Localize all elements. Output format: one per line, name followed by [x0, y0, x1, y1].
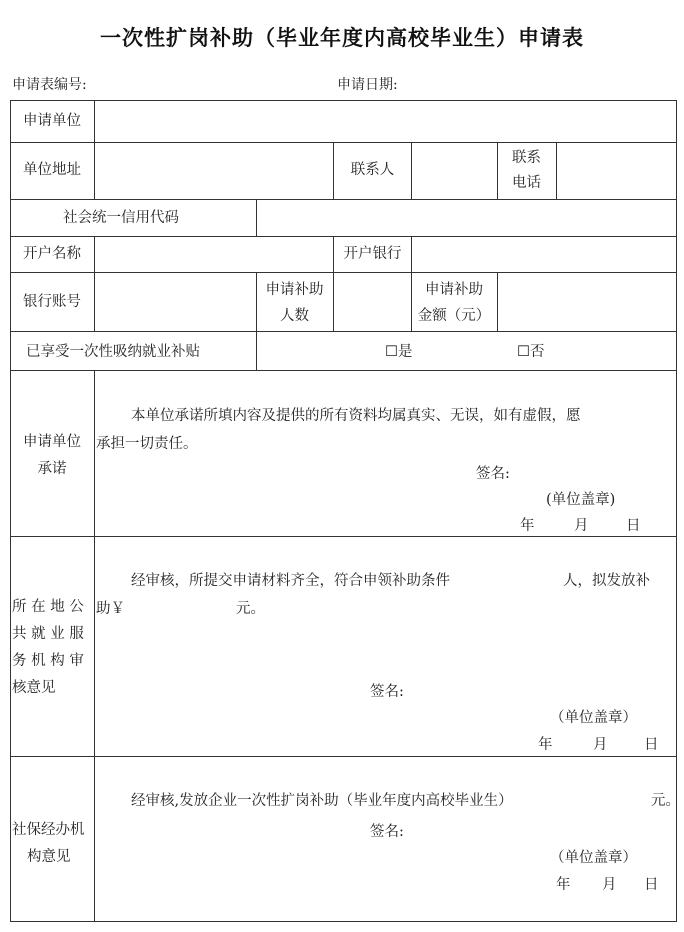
review-text-line1b: 人，拟发放补: [563, 573, 650, 589]
address-field[interactable]: [95, 143, 332, 198]
commitment-seal-label: (单位盖章): [546, 492, 616, 508]
headcount-label-line1: 申请补助: [265, 282, 324, 298]
commitment-text-line2: 承担一切责任。: [96, 436, 198, 452]
review-label-line2: 共 就 业 服: [12, 626, 84, 642]
review-day: 日: [644, 737, 659, 753]
account-name-label: 开户名称: [23, 246, 81, 262]
bank-field[interactable]: [412, 237, 675, 271]
commitment-label-line1: 申请单位: [23, 434, 81, 450]
commitment-day: 日: [626, 518, 641, 534]
account-number-label: 银行账号: [23, 294, 81, 310]
review-month: 月: [593, 737, 608, 753]
table-border-bottom: [10, 921, 677, 922]
amount-label-line2: 金额（元）: [417, 308, 491, 324]
review-label-line4: 核意见: [12, 680, 56, 696]
commitment-label-line2: 承诺: [37, 461, 67, 477]
contact-label: 联系人: [350, 162, 395, 178]
commitment-month: 月: [574, 518, 589, 534]
no-checkbox[interactable]: ☐否: [517, 344, 545, 360]
commitment-year: 年: [520, 518, 535, 534]
table-border-left: [10, 100, 11, 922]
row-separator: [10, 331, 677, 332]
social-year: 年: [556, 877, 571, 893]
account-name-field[interactable]: [95, 237, 332, 271]
review-sign-label: 签名:: [370, 684, 404, 700]
row-separator: [10, 536, 677, 537]
review-text-line2a: 助￥: [96, 601, 125, 617]
unit-label: 申请单位: [23, 113, 81, 129]
credit-code-label: 社会统一信用代码: [63, 210, 179, 226]
contact-field[interactable]: [412, 143, 496, 198]
review-text-line2b: 元。: [236, 601, 265, 617]
apply-date-label: 申请日期:: [337, 77, 398, 93]
account-number-field[interactable]: [95, 273, 255, 330]
commitment-sign-label: 签名:: [476, 466, 510, 482]
yes-checkbox[interactable]: ☐是: [385, 344, 413, 360]
social-label-line2: 构意见: [27, 849, 71, 865]
social-day: 日: [644, 877, 659, 893]
address-label: 单位地址: [23, 162, 81, 178]
commitment-text-line1: 本单位承诺所填内容及提供的所有资料均属真实、无误，如有虚假，愿: [131, 408, 581, 424]
row-separator: [10, 370, 677, 371]
phone-field[interactable]: [557, 143, 675, 198]
amount-label-line1: 申请补助: [425, 282, 483, 298]
social-seal-label: （单位盖章）: [550, 850, 637, 866]
social-sign-label: 签名:: [370, 824, 404, 840]
bank-label: 开户银行: [343, 246, 402, 262]
headcount-label-line2: 人数: [280, 308, 309, 324]
social-text-line1a: 经审核,发放企业一次性扩岗补助（毕业年度内高校毕业生）: [131, 793, 513, 809]
unit-field[interactable]: [95, 101, 675, 141]
review-label-line3: 务 机 构 审: [12, 653, 84, 669]
social-month: 月: [602, 877, 617, 893]
amount-field[interactable]: [498, 273, 675, 330]
social-label-line1: 社保经办机: [12, 822, 85, 838]
enjoyed-subsidy-label: 已享受一次性吸纳就业补贴: [26, 344, 200, 360]
review-label-line1: 所 在 地 公: [12, 599, 84, 615]
column-divider: [94, 370, 95, 922]
phone-label-line2: 电话: [512, 175, 541, 191]
social-text-line1b: 元。: [651, 793, 680, 809]
headcount-field[interactable]: [334, 273, 410, 330]
review-seal-label: （单位盖章）: [550, 710, 637, 726]
form-title: 一次性扩岗补助（毕业年度内高校毕业生）申请表: [100, 26, 584, 50]
review-year: 年: [538, 737, 553, 753]
column-divider: [256, 331, 257, 370]
credit-code-field[interactable]: [257, 200, 675, 235]
form-number-label: 申请表编号:: [12, 77, 87, 93]
review-text-line1a: 经审核，所提交申请材料齐全，符合申领补助条件: [131, 573, 450, 589]
phone-label-line1: 联系: [512, 150, 541, 166]
row-separator: [10, 756, 677, 757]
